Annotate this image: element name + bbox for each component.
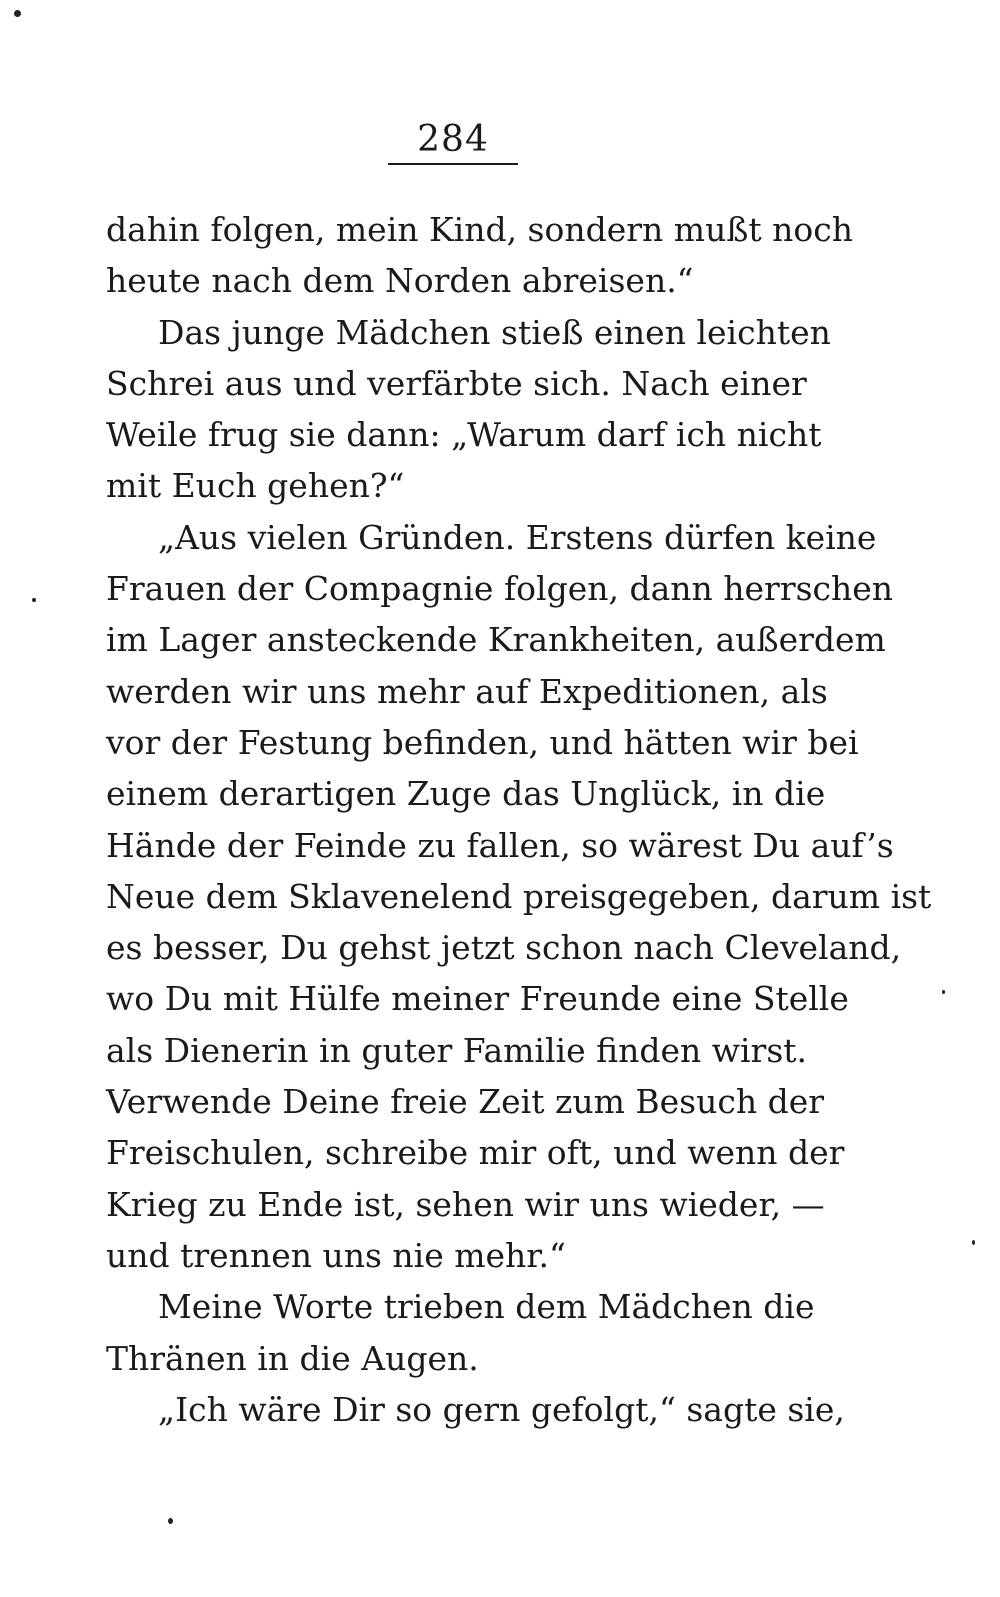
- ink-speck: [14, 10, 21, 17]
- text-line: „Aus vielen Gründen. Erstens dürfen keine: [158, 517, 877, 557]
- text-line: Weile frug sie dann: „Warum darf ich nicht: [106, 415, 822, 455]
- text-line: heute nach dem Norden abreisen.“: [106, 261, 694, 301]
- text-line: Das junge Mädchen stieß einen leichten: [158, 312, 831, 352]
- text-line: und trennen uns nie mehr.“: [106, 1235, 566, 1275]
- ink-speck: [168, 1518, 173, 1524]
- text-line: vor der Festung befinden, und hätten wir bei: [106, 722, 859, 762]
- text-line: im Lager ansteckende Krankheiten, außerdem: [106, 620, 886, 660]
- text-line: Schrei aus und verfärbte sich. Nach einer: [106, 363, 807, 403]
- ink-speck: [942, 990, 945, 994]
- body-text: [106, 204, 932, 1435]
- text-line: Verwende Deine freie Zeit zum Besuch der: [106, 1082, 824, 1122]
- text-line: wo Du mit Hülfe meiner Freunde eine Stelle: [106, 979, 849, 1019]
- text-line: Neue dem Sklavenelend preisgegeben, darum ist: [106, 876, 932, 916]
- text-line: es besser, Du gehst jetzt schon nach Cleveland,: [106, 928, 902, 968]
- text-line: Frauen der Compagnie folgen, dann herrschen: [106, 569, 894, 609]
- text-line: „Ich wäre Dir so gern gefolgt,“ sagte sie,: [158, 1389, 845, 1429]
- text-line: werden wir uns mehr auf Expeditionen, als: [106, 671, 828, 711]
- text-line: einem derartigen Zuge das Unglück, in die: [106, 774, 826, 814]
- text-line: Freischulen, schreibe mir oft, und wenn der: [106, 1133, 845, 1173]
- text-line: Hände der Feinde zu fallen, so wärest Du auf’s: [106, 825, 894, 865]
- text-line: Meine Worte trieben dem Mädchen die: [158, 1287, 815, 1327]
- text-line: mit Euch gehen?“: [106, 466, 405, 506]
- page-number: 284: [417, 119, 489, 160]
- ink-speck: [972, 1240, 975, 1245]
- page-number-rule: [388, 163, 518, 165]
- text-line: Krieg zu Ende ist, sehen wir uns wieder, —: [106, 1184, 825, 1224]
- text-line: als Dienerin in guter Familie finden wirst.: [106, 1030, 808, 1070]
- text-line: dahin folgen, mein Kind, sondern mußt noch: [106, 210, 853, 249]
- ink-speck: [32, 598, 36, 602]
- text-line: Thränen in die Augen.: [106, 1338, 479, 1378]
